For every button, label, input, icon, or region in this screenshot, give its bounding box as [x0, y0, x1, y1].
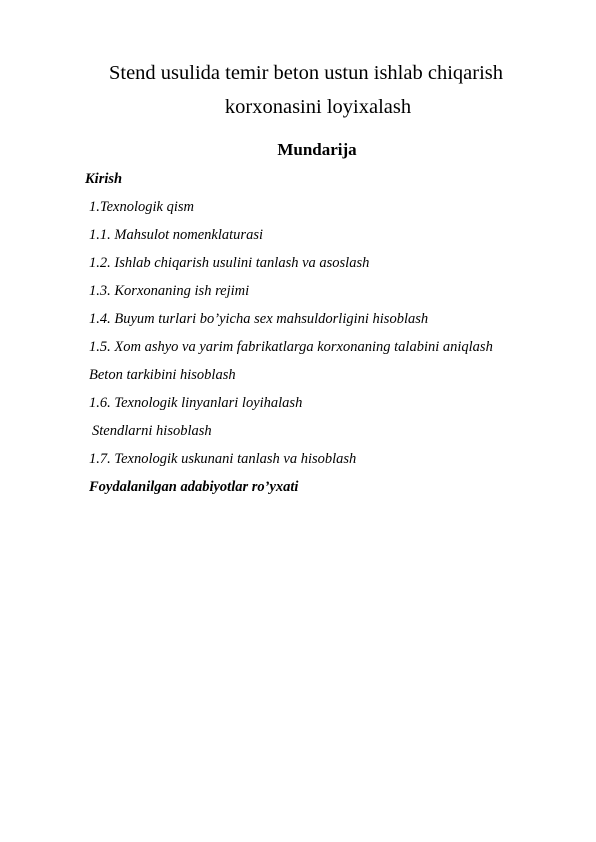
toc-item-stand-calculation: Stendlarni hisoblash: [92, 423, 212, 439]
toc-item-1-6: 1.6. Texnologik linyanlari loyihalash: [89, 395, 303, 411]
toc-item-1-1: 1.1. Mahsulot nomenklaturasi: [89, 227, 263, 243]
toc-item-1-5: 1.5. Xom ashyo va yarim fabrikatlarga korxonaning talabini aniqlash: [89, 339, 493, 355]
document-title-line-1: Stend usulida temir beton ustun ishlab chiqarish: [108, 62, 503, 84]
toc-item-concrete-composition: Beton tarkibini hisoblash: [89, 367, 236, 383]
contents-heading: Mundarija: [277, 140, 357, 159]
document-title-line-2: korxonasini loyixalash: [224, 96, 412, 118]
toc-item-1-7: 1.7. Texnologik uskunani tanlash va hisoblash: [89, 451, 357, 467]
toc-item-introduction: Kirish: [85, 171, 123, 187]
toc-item-technological-part: 1.Texnologik qism: [89, 199, 194, 215]
toc-item-1-3: 1.3. Korxonaning ish rejimi: [89, 283, 250, 299]
toc-item-1-2: 1.2. Ishlab chiqarish usulini tanlash va asoslash: [89, 255, 370, 271]
toc-item-1-4: 1.4. Buyum turlari bo’yicha sex mahsuldorligini hisoblash: [89, 311, 429, 327]
toc-item-references: Foydalanilgan adabiyotlar ro’yxati: [89, 479, 299, 495]
